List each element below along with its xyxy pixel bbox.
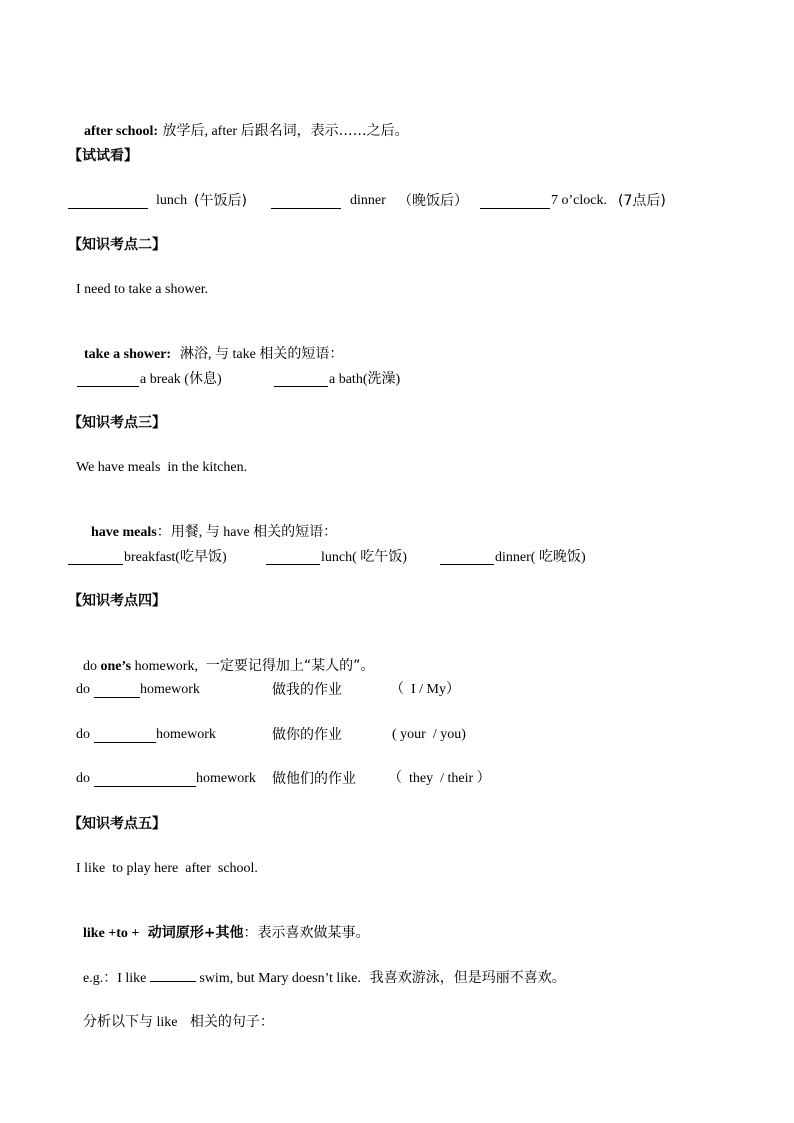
blank-5[interactable]: [274, 373, 328, 387]
blank-1[interactable]: [68, 195, 148, 209]
heading-point-5: 【知识考点五】: [68, 816, 166, 832]
exercise-after: lunch (午饭后) dinner （晚饭后） 7 o’clock. (7点后): [0, 191, 794, 391]
exercise-take: a break (休息) a bath(洗澡): [0, 369, 794, 469]
row-my-homework: do homework 做我的作业 （ I / My）: [76, 682, 460, 698]
exercise-have: breakfast(吃早饭) lunch( 吃午饭) dinner( 吃晚饭): [0, 547, 794, 687]
blank-11[interactable]: [94, 773, 196, 787]
sentence-meals: We have meals in the kitchen.: [76, 460, 248, 475]
note-analyze-like: 分析以下与 like 相关的句子：: [83, 1014, 274, 1030]
note-ones-homework: do one’s homework, 一定要记得加上“某人的”。: [83, 658, 375, 674]
note-like-to: like +to + 动词原形+其他：表示喜欢做某事。: [83, 925, 370, 941]
blank-10[interactable]: [94, 729, 156, 743]
blank-12[interactable]: [150, 968, 196, 982]
blank-4[interactable]: [77, 373, 139, 387]
blank-8[interactable]: [440, 551, 494, 565]
sentence-like-play: I like to play here after school.: [76, 861, 258, 876]
example-like: e.g.：I like swim, but Mary doesn’t like. 我喜欢游泳，但是玛丽不喜欢。: [83, 970, 566, 986]
row-their-homework: do homework 做他们的作业 （ they / their ）: [76, 771, 491, 787]
note-have-meals: have meals：用餐, 与 have 相关的短语：: [91, 524, 338, 540]
blank-9[interactable]: [94, 684, 140, 698]
heading-point-2: 【知识考点二】: [68, 237, 166, 253]
heading-point-4: 【知识考点四】: [68, 593, 166, 609]
blank-2[interactable]: [271, 195, 341, 209]
heading-point-3: 【知识考点三】: [68, 415, 166, 431]
blank-7[interactable]: [266, 551, 320, 565]
term-after-school: after school:: [84, 124, 158, 139]
note-after-school: after school: 放学后, after 后跟名词，表示……之后。: [84, 123, 409, 139]
sentence-shower: I need to take a shower.: [76, 282, 209, 297]
blank-3[interactable]: [480, 195, 550, 209]
blank-6[interactable]: [68, 551, 123, 565]
row-your-homework: do homework 做你的作业 ( your / you): [76, 727, 466, 743]
note-take-shower: take a shower: 淋浴, 与 take 相关的短语：: [84, 346, 344, 362]
heading-try: 【试试看】: [68, 148, 138, 164]
